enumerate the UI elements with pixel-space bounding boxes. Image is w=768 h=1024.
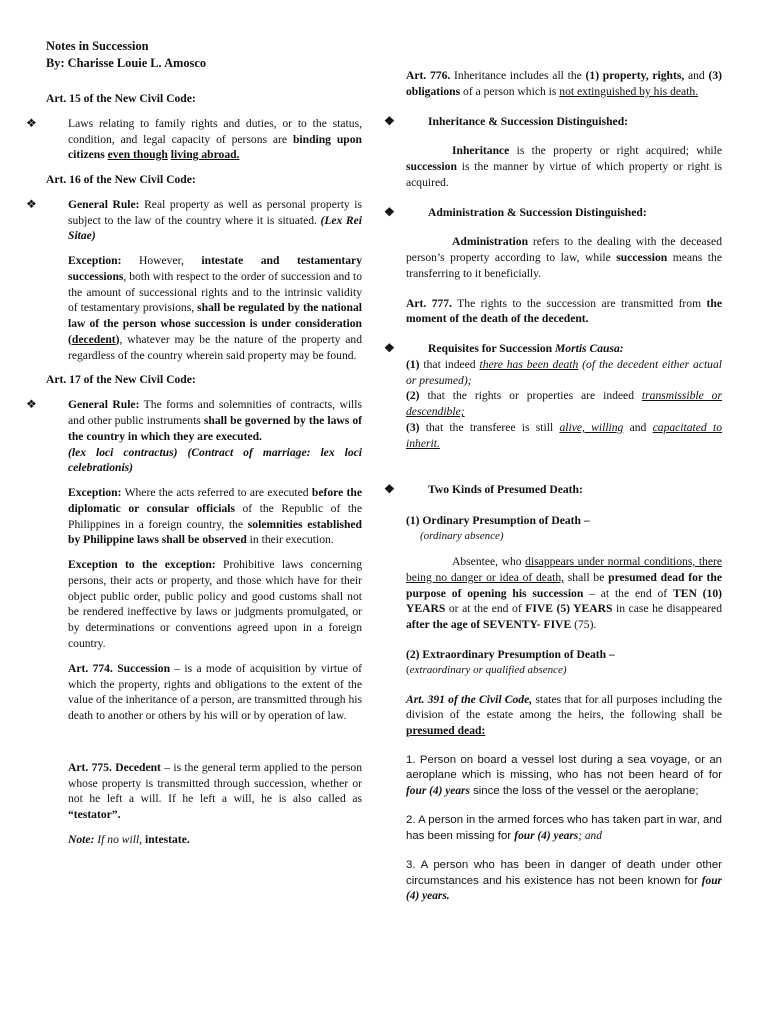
- dist2-text-d: means the transferring to it beneficially.: [406, 251, 722, 280]
- art17-general-rule: [26, 397, 363, 476]
- diamond-bullet-icon: ❖: [384, 204, 395, 219]
- presumed-item-3: [406, 858, 722, 905]
- ord-text-c: shall be: [564, 570, 609, 584]
- req2-text-a: that the rights or properties are indeed: [419, 389, 642, 403]
- item2-text-a: 2. A person in the armed forces who has taken part in war, and has been missing for: [406, 814, 722, 842]
- succession-term: Succession: [117, 661, 171, 675]
- requisites-heading: [384, 341, 722, 357]
- lex-rei-sitae: (Lex Rei Sitae): [68, 213, 362, 243]
- inheritance-succession-heading: [384, 113, 722, 130]
- dist2-heading-text: Administration & Succession Distinguished:: [428, 205, 647, 219]
- art775: [46, 760, 362, 823]
- ord-text-k: (75).: [571, 618, 597, 632]
- art17-ex-text-a: Where the acts referred to are executed: [121, 486, 312, 500]
- art776-label: Art. 776.: [406, 69, 451, 82]
- art776-text-c: and: [684, 69, 709, 82]
- decedent-definition-term: Decedent: [115, 760, 161, 774]
- art16-ex-paren: ): [115, 332, 120, 346]
- art776-bold-d: (3) obligations: [406, 69, 722, 98]
- art776-text-e: of a person which is: [460, 84, 560, 98]
- art16-gr-text: Real property as well as personal property is subject to the law of the country where it is situated.: [68, 197, 362, 227]
- five-years: FIVE (5) YEARS: [525, 602, 613, 616]
- extraordinary-absence: [406, 663, 722, 678]
- req1-underline-b: there has been death: [479, 357, 579, 371]
- inheritance-succession-text: [406, 143, 722, 190]
- succession-term-3: succession: [616, 251, 668, 265]
- document-title: Notes in Succession: [46, 39, 149, 53]
- ext-sub-text: extraordinary or qualified absence): [409, 663, 567, 676]
- req3-text-a: that the transferee is still: [419, 421, 560, 435]
- note-label: Note:: [68, 832, 95, 846]
- general-rule-label: General Rule:: [68, 197, 140, 211]
- general-rule-label: General Rule:: [68, 398, 140, 412]
- requisite-1: [406, 357, 722, 389]
- exception-label: Exception:: [68, 254, 122, 268]
- item1-four-years: four (4) years: [406, 784, 470, 797]
- req3-text-c: and: [623, 421, 653, 435]
- art17-ex-bold-b: before the diplomatic or consular officials: [68, 486, 362, 515]
- req1-text-a: that indeed: [419, 357, 480, 371]
- art391-label: Art. 391 of the Civil Code,: [406, 692, 533, 706]
- art16-ex-bold-d: shall be regulated by the national law of the person whose succession is under consideration (: [68, 301, 362, 346]
- req3-underline-d: capacitated to inherit.: [406, 421, 722, 450]
- art776-underline-f: not extinguished by his death.: [559, 84, 699, 98]
- req3-underline-b: alive, willing: [559, 421, 624, 435]
- succession-term-2: succession: [406, 160, 457, 174]
- presumed-item-1: [406, 753, 722, 800]
- dist1-text-d: is the manner by virtue of which property or right is acquired.: [406, 160, 722, 189]
- art15-heading: Art. 15 of the New Civil Code:: [46, 92, 196, 105]
- art776-text-a: Inheritance includes all the: [450, 69, 586, 82]
- diamond-bullet-icon: ❖: [384, 113, 395, 128]
- document-header: [46, 38, 362, 71]
- art391-text-b: states that for all purposes including the division of the estate among the heirs, the following shall be: [406, 692, 722, 722]
- item3-text-a: 3. A person who has been in danger of death under other circumstances and his existence has not been known for: [406, 859, 722, 887]
- art16-ex-bold-b: intestate and testamentary successions: [68, 254, 362, 283]
- dist1-heading-text: Inheritance & Succession Distinguished:: [428, 114, 629, 128]
- item3-four-years: four (4) years.: [406, 874, 722, 903]
- diamond-bullet-icon: ❖: [26, 397, 37, 412]
- req-heading-text: Requisites for Succession: [428, 342, 555, 356]
- ord-text-g: or at the end of: [445, 602, 526, 616]
- art16-ex-text-g: , whatever may be the nature of the property and regardless of the country wherein said property may be found.: [68, 332, 362, 362]
- art16-exception: [46, 253, 362, 363]
- exception-to-exception-label: Exception to the exception:: [68, 558, 216, 572]
- document-author: By: Charisse Louie L. Amosco: [46, 55, 207, 70]
- art775-label: Art. 775.: [68, 760, 112, 774]
- seventy-five: after the age of SEVENTY- FIVE: [406, 618, 572, 632]
- art17-exception-to-exception: [46, 557, 362, 652]
- art776: [406, 68, 722, 100]
- art17-ex-text-c: of the Republic of the Philippines in a foreign country, the: [68, 501, 363, 531]
- art17-gr-bold-b: shall be governed by the laws of the country in which they are executed.: [68, 414, 362, 443]
- two-kinds-heading-text: Two Kinds of Presumed Death:: [428, 482, 583, 496]
- art16-ex-text-a: However,: [121, 254, 202, 268]
- art17-heading: Art. 17 of the New Civil Code:: [46, 373, 196, 387]
- art17-gr-text-a: The forms and solemnities of contracts, wills and other public instruments: [68, 398, 363, 428]
- extraordinary-presumption-heading: (2) Extraordinary Presumption of Death –: [406, 647, 615, 661]
- art15-underline-1: even though: [107, 148, 168, 162]
- diamond-bullet-icon: ❖: [26, 115, 37, 130]
- diamond-bullet-icon: ❖: [26, 196, 37, 211]
- art775-text-a: – is the general term applied to the person whose property is transmitted through succession, whether or not he left a will. If he left a will, he is also called as: [68, 760, 362, 806]
- art391: [406, 692, 722, 739]
- mortis-causa: Mortis Causa:: [555, 342, 624, 356]
- requisite-3: [406, 420, 722, 452]
- left-column: [26, 38, 363, 848]
- art17-exex-text: Prohibitive laws concerning persons, their acts or property, and those which have for their object public order, public policy and good customs shall not be rendered ineffective by laws or judgments promulgated, or by determinations or conventions agreed upon in a foreign country.: [68, 558, 363, 650]
- administration-succession-heading: [384, 204, 722, 221]
- item1-text-a: 1. Person on board a vessel lost during a sea voyage, or an aeroplane which is missing, who has not been heard of for: [406, 753, 722, 782]
- intestate-term: intestate.: [144, 832, 190, 846]
- art777-text-a: The rights to the succession are transmitted from: [451, 296, 707, 310]
- art16-ex-text-c: , both with respect to the order of succession and to the amount of successional rights and to the intrinsic validity of testamentary provisions,: [68, 269, 362, 315]
- item2-four-years: four (4) years: [514, 829, 579, 842]
- ordinary-absence-text: (ordinary absence): [420, 530, 504, 543]
- ordinary-presumption-heading: (1) Ordinary Presumption of Death –: [406, 514, 590, 528]
- note: [46, 832, 362, 848]
- art777: [406, 296, 722, 328]
- req1-num: (1): [406, 357, 420, 371]
- art16-general-rule: [26, 196, 362, 244]
- art15-text: Laws relating to family rights and duties, or to the status, condition, and legal capacity of persons are: [68, 116, 362, 146]
- ord-text-a: Absentee, who: [452, 555, 526, 569]
- art777-label: Art. 777.: [406, 296, 452, 310]
- dist1-text-b: is the property or right acquired; while: [509, 144, 722, 158]
- right-column: [384, 68, 722, 905]
- req3-num: (3): [406, 421, 420, 435]
- presumed-dead: presumed dead:: [406, 724, 486, 738]
- art776-bold-b: (1) property, rights,: [585, 69, 685, 82]
- diamond-bullet-icon: ❖: [384, 341, 395, 356]
- ord-bold-d: presumed dead for the purpose of opening his succession: [406, 570, 722, 600]
- art17-ex-bold-d: solemnities established by Philippine laws shall be observed: [68, 517, 363, 547]
- presumed-item-2: [406, 813, 722, 844]
- ord-text-e: – at the end of: [583, 586, 673, 600]
- ordinary-presumption-text: [406, 554, 722, 633]
- diamond-bullet-icon: ❖: [384, 481, 395, 496]
- dist2-text-b: refers to the dealing with the deceased person’s property according to law, while: [406, 235, 722, 265]
- art774: [46, 661, 362, 724]
- ord-text-i: in case he disappeared: [612, 602, 722, 616]
- item1-text-c: since the loss of the vessel or the aeroplane;: [469, 784, 699, 797]
- art15-bold: binding upon citizens: [68, 132, 362, 162]
- ten-years: TEN (10) YEARS: [406, 586, 722, 616]
- req2-underline-b: transmissible or descendible;: [406, 389, 722, 419]
- ext-paren: (: [406, 663, 410, 676]
- ord-underline-b: disappears under normal conditions, there being no danger or idea of death,: [406, 555, 722, 584]
- lex-loci-contractus: (lex loci contractus) (Contract of marriage: lex loci celebrationis): [68, 445, 362, 475]
- administration-term: Administration: [452, 235, 529, 249]
- requisite-2: [406, 388, 722, 420]
- req2-num: (2): [406, 389, 420, 403]
- testator-term: “testator”.: [68, 808, 121, 822]
- art774-label: Art. 774.: [68, 661, 113, 675]
- item2-text-c: ; and: [578, 829, 602, 842]
- administration-succession-text: [406, 234, 722, 281]
- req1-italic-c: (of the decedent either actual or presumed);: [406, 357, 722, 387]
- art16-heading: Art. 16 of the New Civil Code:: [46, 173, 196, 187]
- art17-exception: [46, 485, 362, 548]
- art17-ex-text-e: in their execution.: [246, 533, 334, 547]
- art15-underline-2: living abroad.: [170, 148, 240, 162]
- art774-text: – is a mode of acquisition by virtue of which the property, rights and obligations to the extent of the value of the inheritance of a person, are transmitted through his death to another or others by his will or by operation of law.: [68, 661, 362, 723]
- decedent-term: decedent: [71, 332, 116, 346]
- inheritance-term: Inheritance: [452, 144, 510, 158]
- art15-bullet: [26, 115, 362, 163]
- ordinary-absence: [406, 529, 722, 544]
- note-text-a: If no will,: [94, 832, 145, 846]
- exception-label: Exception:: [68, 486, 122, 500]
- presumed-death-heading: [384, 481, 722, 498]
- art777-bold-b: the moment of the death of the decedent.: [406, 296, 722, 326]
